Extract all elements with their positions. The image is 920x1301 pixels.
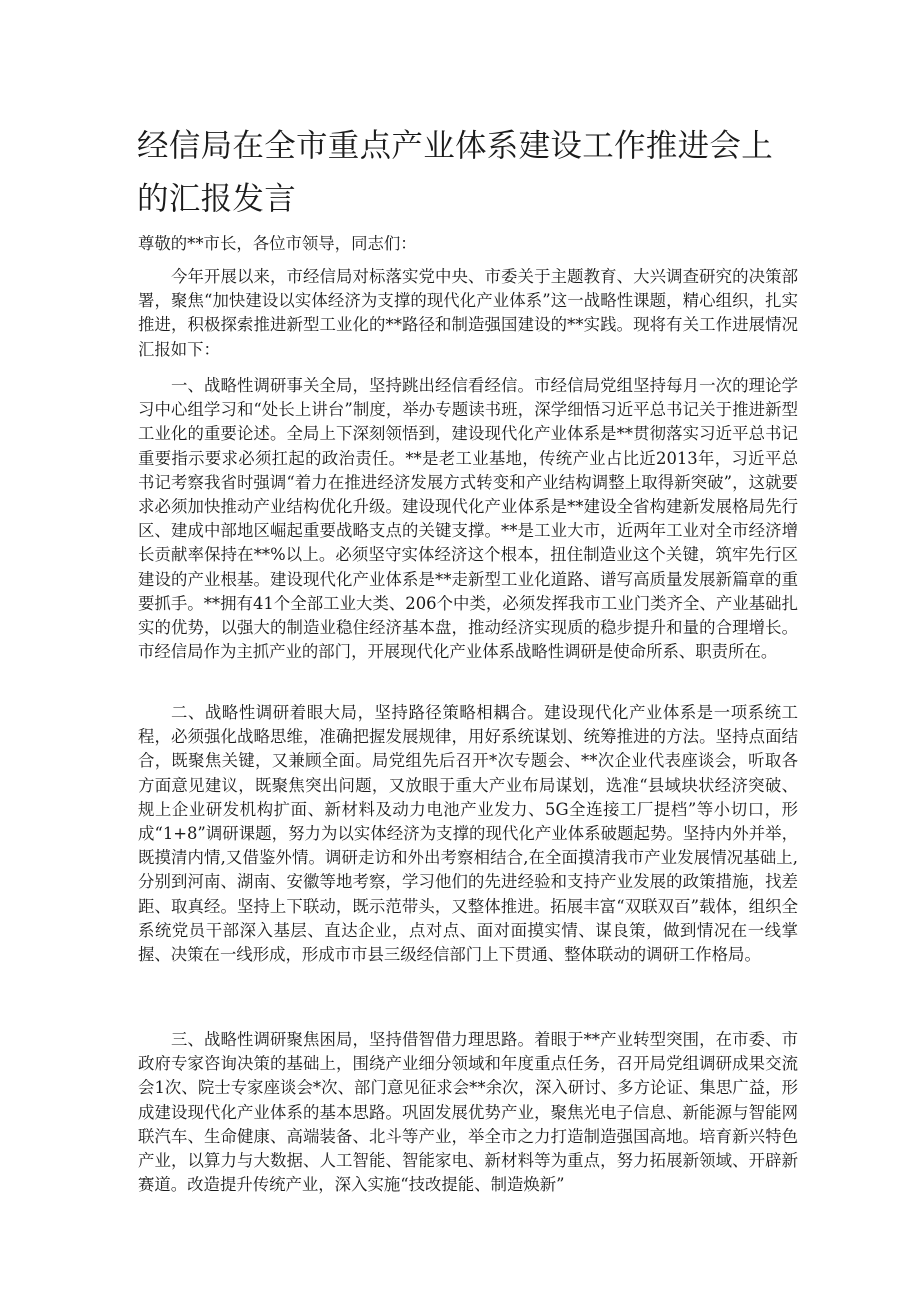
- document-title: 经信局在全市重点产业体系建设工作推进会上的汇报发言: [137, 128, 774, 217]
- paragraph-section-two: 二、战略性调研着眼大局，坚持路径策略相耦合。建设现代化产业体系是一项系统工程，必须强化战略思维，准确把握发展规律，用好系统谋划、统筹推进的方法。坚持点面结合，既聚焦关键，又兼顾全面。局党组先后召开*次专题会、**次企业代表座谈会，听取各方面意见建议，既聚焦突出问题，又放眼于重大产业布局谋划，选准“县域块状经济突破、规上企业研发机构扩面、新材料及动力电池产业发力、5G全连接工厂提档”等小切口，形成“1+8”调研课题，努力为以实体经济为支撑的现代化产业体系破题起势。坚持内外并举，既摸清内情,又借鉴外情。调研走访和外出考察相结合,在全面摸清我市产业发展情况基础上,分别到河南、湖南、安徽等地考察，学习他们的先进经验和支持产业发展的政策措施，找差距、取真经。坚持上下联动，既示范带头，又整体推进。拓展丰富“双联双百”载体，组织全系统党员干部深入基层、直达企业，点对点、面对面摸实情、谋良策，做到情况在一线掌握、决策在一线形成，形成市市县三级经信部门上下贯通、整体联动的调研工作格局。: [138, 703, 798, 965]
- paragraph-intro: 今年开展以来，市经信局对标落实党中央、市委关于主题教育、大兴调查研究的决策部署，聚焦“加快建设以实体经济为支撑的现代化产业体系”这一战略性课题，精心组织，扎实推进，积极探索推进新型工业化的**路径和制造强国建设的**实践。现将有关工作进展情况汇报如下：: [138, 267, 798, 359]
- paragraph-section-one: 一、战略性调研事关全局，坚持跳出经信看经信。市经信局党组坚持每月一次的理论学习中心组学习和“处长上讲台”制度，举办专题读书班，深学细悟习近平总书记关于推进新型工业化的重要论述。全局上下深刻领悟到，建设现代化产业体系是**贯彻落实习近平总书记重要指示要求必须扛起的政治责任。**是老工业基地，传统产业占比近2013年，习近平总书记考察我省时强调“着力在推进经济发展方式转变和产业结构调整上取得新突破”，这就要求必须加快推动产业结构优化升级。建设现代化产业体系是**建设全省构建新发展格局先行区、建成中部地区崛起重要战略支点的关键支撑。**是工业大市，近两年工业对全市经济增长贡献率保持在**%以上。必须坚守实体经济这个根本，扭住制造业这个关键，筑牢先行区建设的产业根基。建设现代化产业体系是**走新型工业化道路、谱写高质量发展新篇章的重要抓手。**拥有41个全部工业大类、206个中类，必须发挥我市工业门类齐全、产业基础扎实的优势，以强大的制造业稳住经济基本盘，推动经济实现质的稳步提升和量的合理增长。市经信局作为主抓产业的部门，开展现代化产业体系战略性调研是使命所系、职责所在。: [138, 376, 798, 662]
- paragraph-section-three: 三、战略性调研聚焦困局，坚持借智借力理思路。着眼于**产业转型突围，在市委、市政府专家咨询决策的基础上，围绕产业细分领域和年度重点任务，召开局党组调研成果交流会1次、院士专家座谈会*次、部门意见征求会**余次，深入研讨、多方论证、集思广益，形成建设现代化产业体系的基本思路。巩固发展优势产业，聚焦光电子信息、新能源与智能网联汽车、生命健康、高端装备、北斗等产业，举全市之力打造制造强国高地。培育新兴特色产业，以算力与大数据、人工智能、智能家电、新材料等为重点，努力拓展新领域、开辟新赛道。改造提升传统产业，深入实施“技改提能、制造焕新”: [138, 1030, 798, 1195]
- salutation: 尊敬的**市长，各位市领导，同志们：: [138, 234, 417, 253]
